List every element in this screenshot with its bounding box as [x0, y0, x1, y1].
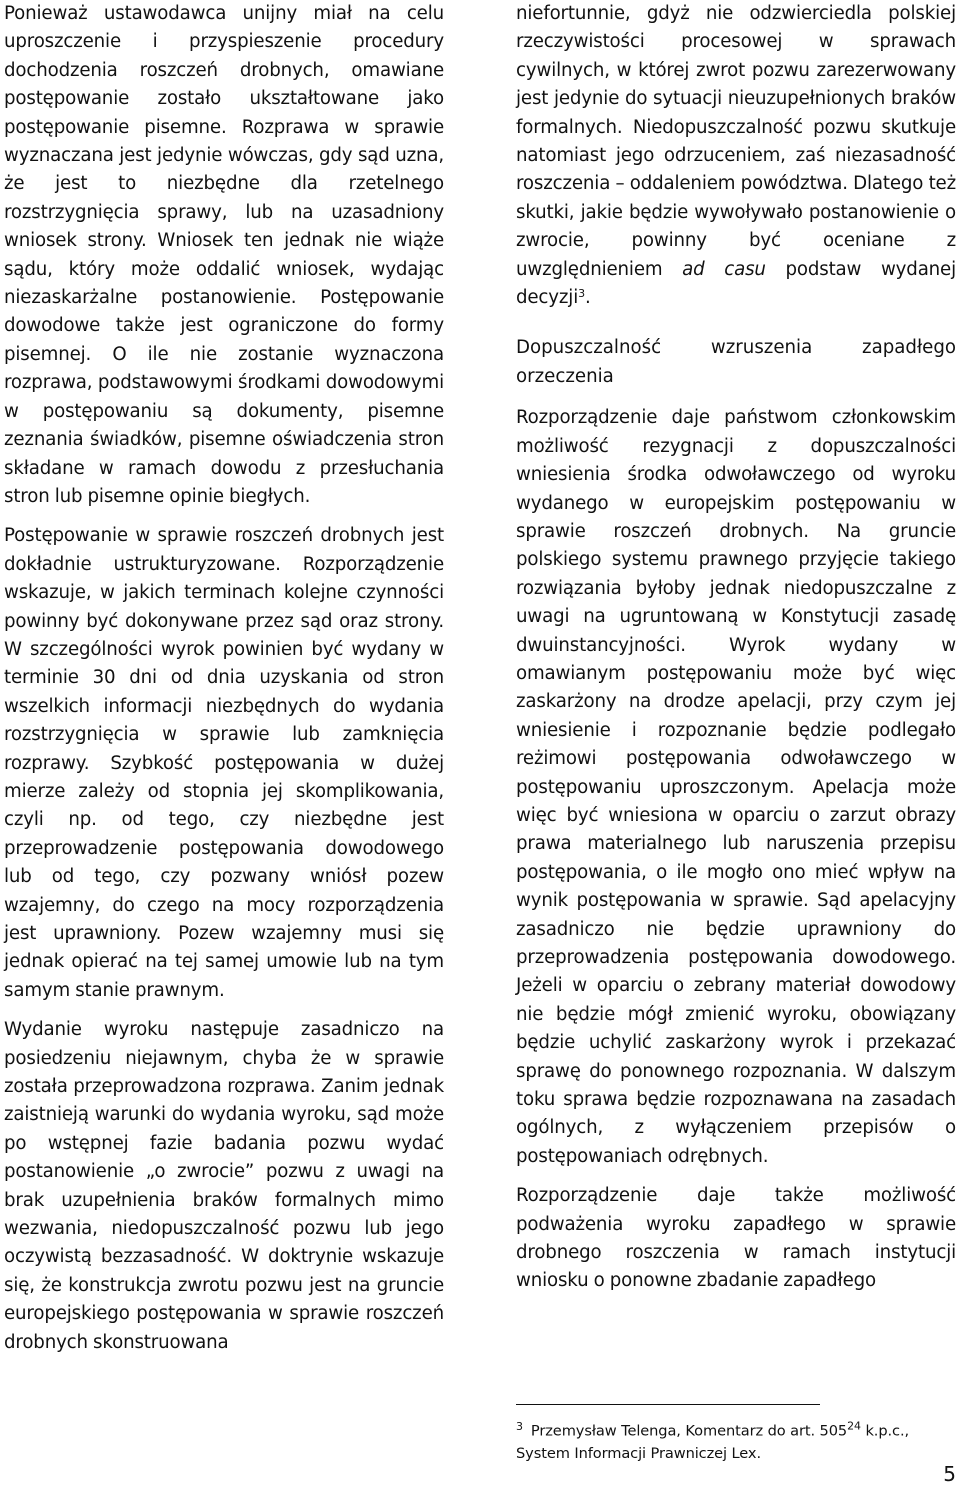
right-column: [516, 0, 956, 1307]
section-heading: Dopuszczalność wzruszenia zapadłego orzeczenia: [516, 337, 956, 387]
footnote-reference[interactable]: 3: [578, 287, 585, 301]
footnote-divider: [516, 1404, 820, 1405]
page-number: 5: [943, 1462, 956, 1486]
paragraph: Wydanie wyroku następuje zasadniczo na posiedzeniu niejawnym, chyba że w sprawie została przeprowadzona rozprawa. Zanim jednak zaistnieją warunki do wydania wyroku, sąd może po wstępnej fazie badania pozwu wydać postanowienie „o zwrocie” pozwu z uwagi na brak uzupełnienia braków formalnych mimo wezwania, niedopuszczalność pozwu lub jego oczywistą bezzasadność. W doktrynie wskazuje się, że konstrukcja zwrotu pozwu jest na gruncie europejskiego postępowania w sprawie roszczeń drobnych skonstruowana: [4, 1019, 444, 1353]
left-column: [4, 0, 444, 1368]
paragraph-end: .: [584, 287, 591, 309]
footnote: [516, 1416, 958, 1466]
footnote-text: k.p.c., System Informacji Prawniczej Lex.: [516, 1422, 910, 1462]
footnote-number: 3: [516, 1420, 523, 1433]
paragraph-text: niefortunnie, gdyż nie odzwierciedla polskiej rzeczywistości procesowej w sprawach cywilnych, w której zwrot pozwu zarezerwowany jest jedynie do sytuacji nieuzupełnionych braków formalnych. Niedopuszczalność pozwu skutkuje natomiast jego odrzuceniem, zaś niezasadność roszczenia – oddaleniem powództwa. Dlatego też skutki, jakie będzie wywoływało postanowienie o zwrocie, powinny być oceniane z uwzględnieniem: [516, 3, 956, 280]
italic-term: ad casu: [682, 258, 766, 280]
paragraph: Rozporządzenie daje także możliwość podważenia wyroku zapadłego w sprawie drobnego roszczenia w ramach instytucji wniosku o ponowne zbadanie zapadłego: [516, 1185, 956, 1292]
paragraph: Postępowanie w sprawie roszczeń drobnych jest dokładnie ustrukturyzowane. Rozporządzenie wskazuje, w jakich terminach kolejne czynności powinny być dokonywane przez sąd oraz strony. W szczególności wyrok powinien być wydany w terminie 30 dni od dnia uzyskania od stron wszelkich informacji niezbędnych do wydania rozstrzygnięcia w sprawie lub zamknięcia rozprawy. Szybkość postępowania w dużej mierze zależy od stopnia jej skomplikowania, czyli np. od tego, czy niezbędne jest przeprowadzenie postępowania dowodowego lub od tego, czy pozwany wniósł pozew wzajemny, do czego na mocy rozporządzenia jest uprawniony. Pozew wzajemny musi się jednak opierać na tej samej umowie lub na tym samym stanie prawnym.: [4, 525, 444, 1001]
footnote-text: Przemysław Telenga, Komentarz do art. 505: [530, 1422, 848, 1440]
paragraph-text: podstaw wydanej decyzji: [516, 258, 957, 309]
footnote-superscript: 24: [847, 1419, 861, 1433]
paragraph: Rozporządzenie daje państwom członkowskim możliwość rezygnacji z dopuszczalności wniesienia środka odwoławczego od wyroku wydanego w europejskim postępowaniu w sprawie roszczeń drobnych. Na gruncie polskiego systemu prawnego przyjęcie takiego rozwiązania byłoby jednak niedopuszczalne z uwagi na ugruntowaną w Konstytucji zasadę dwuinstancyjności. Wyrok wydany w omawianym postępowaniu może być więc zaskarżony na drodze apelacji, przy czym jej wniesienie i rozpoznanie będzie podlegało reżimowi postępowania odwoławczego w postępowaniu uproszczonym. Apelacja może więc być wniesiona w oparciu o zarzut obrazy prawa materialnego lub naruszenia przepisu postępowania, o ile mogło ono mieć wpływ na wynik postępowania w sprawie. Sąd apelacyjny zasadniczo nie będzie uprawniony do przeprowadzenia postępowania dowodowego. Jeżeli w oparciu o zebrany materiał dowodowy nie będzie mógł zmienić wyroku, obowiązany będzie uchylić zaskarżony wyrok i przekazać sprawę do ponownego rozpoznania. W dalszym toku sprawa będzie rozpoznawana na zasadach ogólnych, z wyłączeniem przepisów o postępowaniach odrębnych.: [516, 407, 956, 1167]
paragraph: Ponieważ ustawodawca unijny miał na celu uproszczenie i przyspieszenie procedury dochodzenia roszczeń drobnych, omawiane postępowanie zostało ukształtowane jako postępowanie pisemne. Rozprawa w sprawie wyznaczana jest jedynie wówczas, gdy sąd uzna, że jest to niezbędne dla rzetelnego rozstrzygnięcia sprawy, lub na uzasadniony wniosek strony. Wniosek ten jednak nie wiąże sądu, który może oddalić wniosek, wydając niezaskarżalne postanowienie. Postępowanie dowodowe także jest ograniczone do formy pisemnej. O ile nie zostanie wyznaczona rozprawa, podstawowymi środkami dowodowymi w postępowaniu są dokumenty, pisemne zeznania świadków, pisemne oświadczenia stron składane w ramach dowodu z przesłuchania stron lub pisemne opinie biegłych.: [4, 3, 444, 507]
paragraph: [516, 0, 956, 312]
